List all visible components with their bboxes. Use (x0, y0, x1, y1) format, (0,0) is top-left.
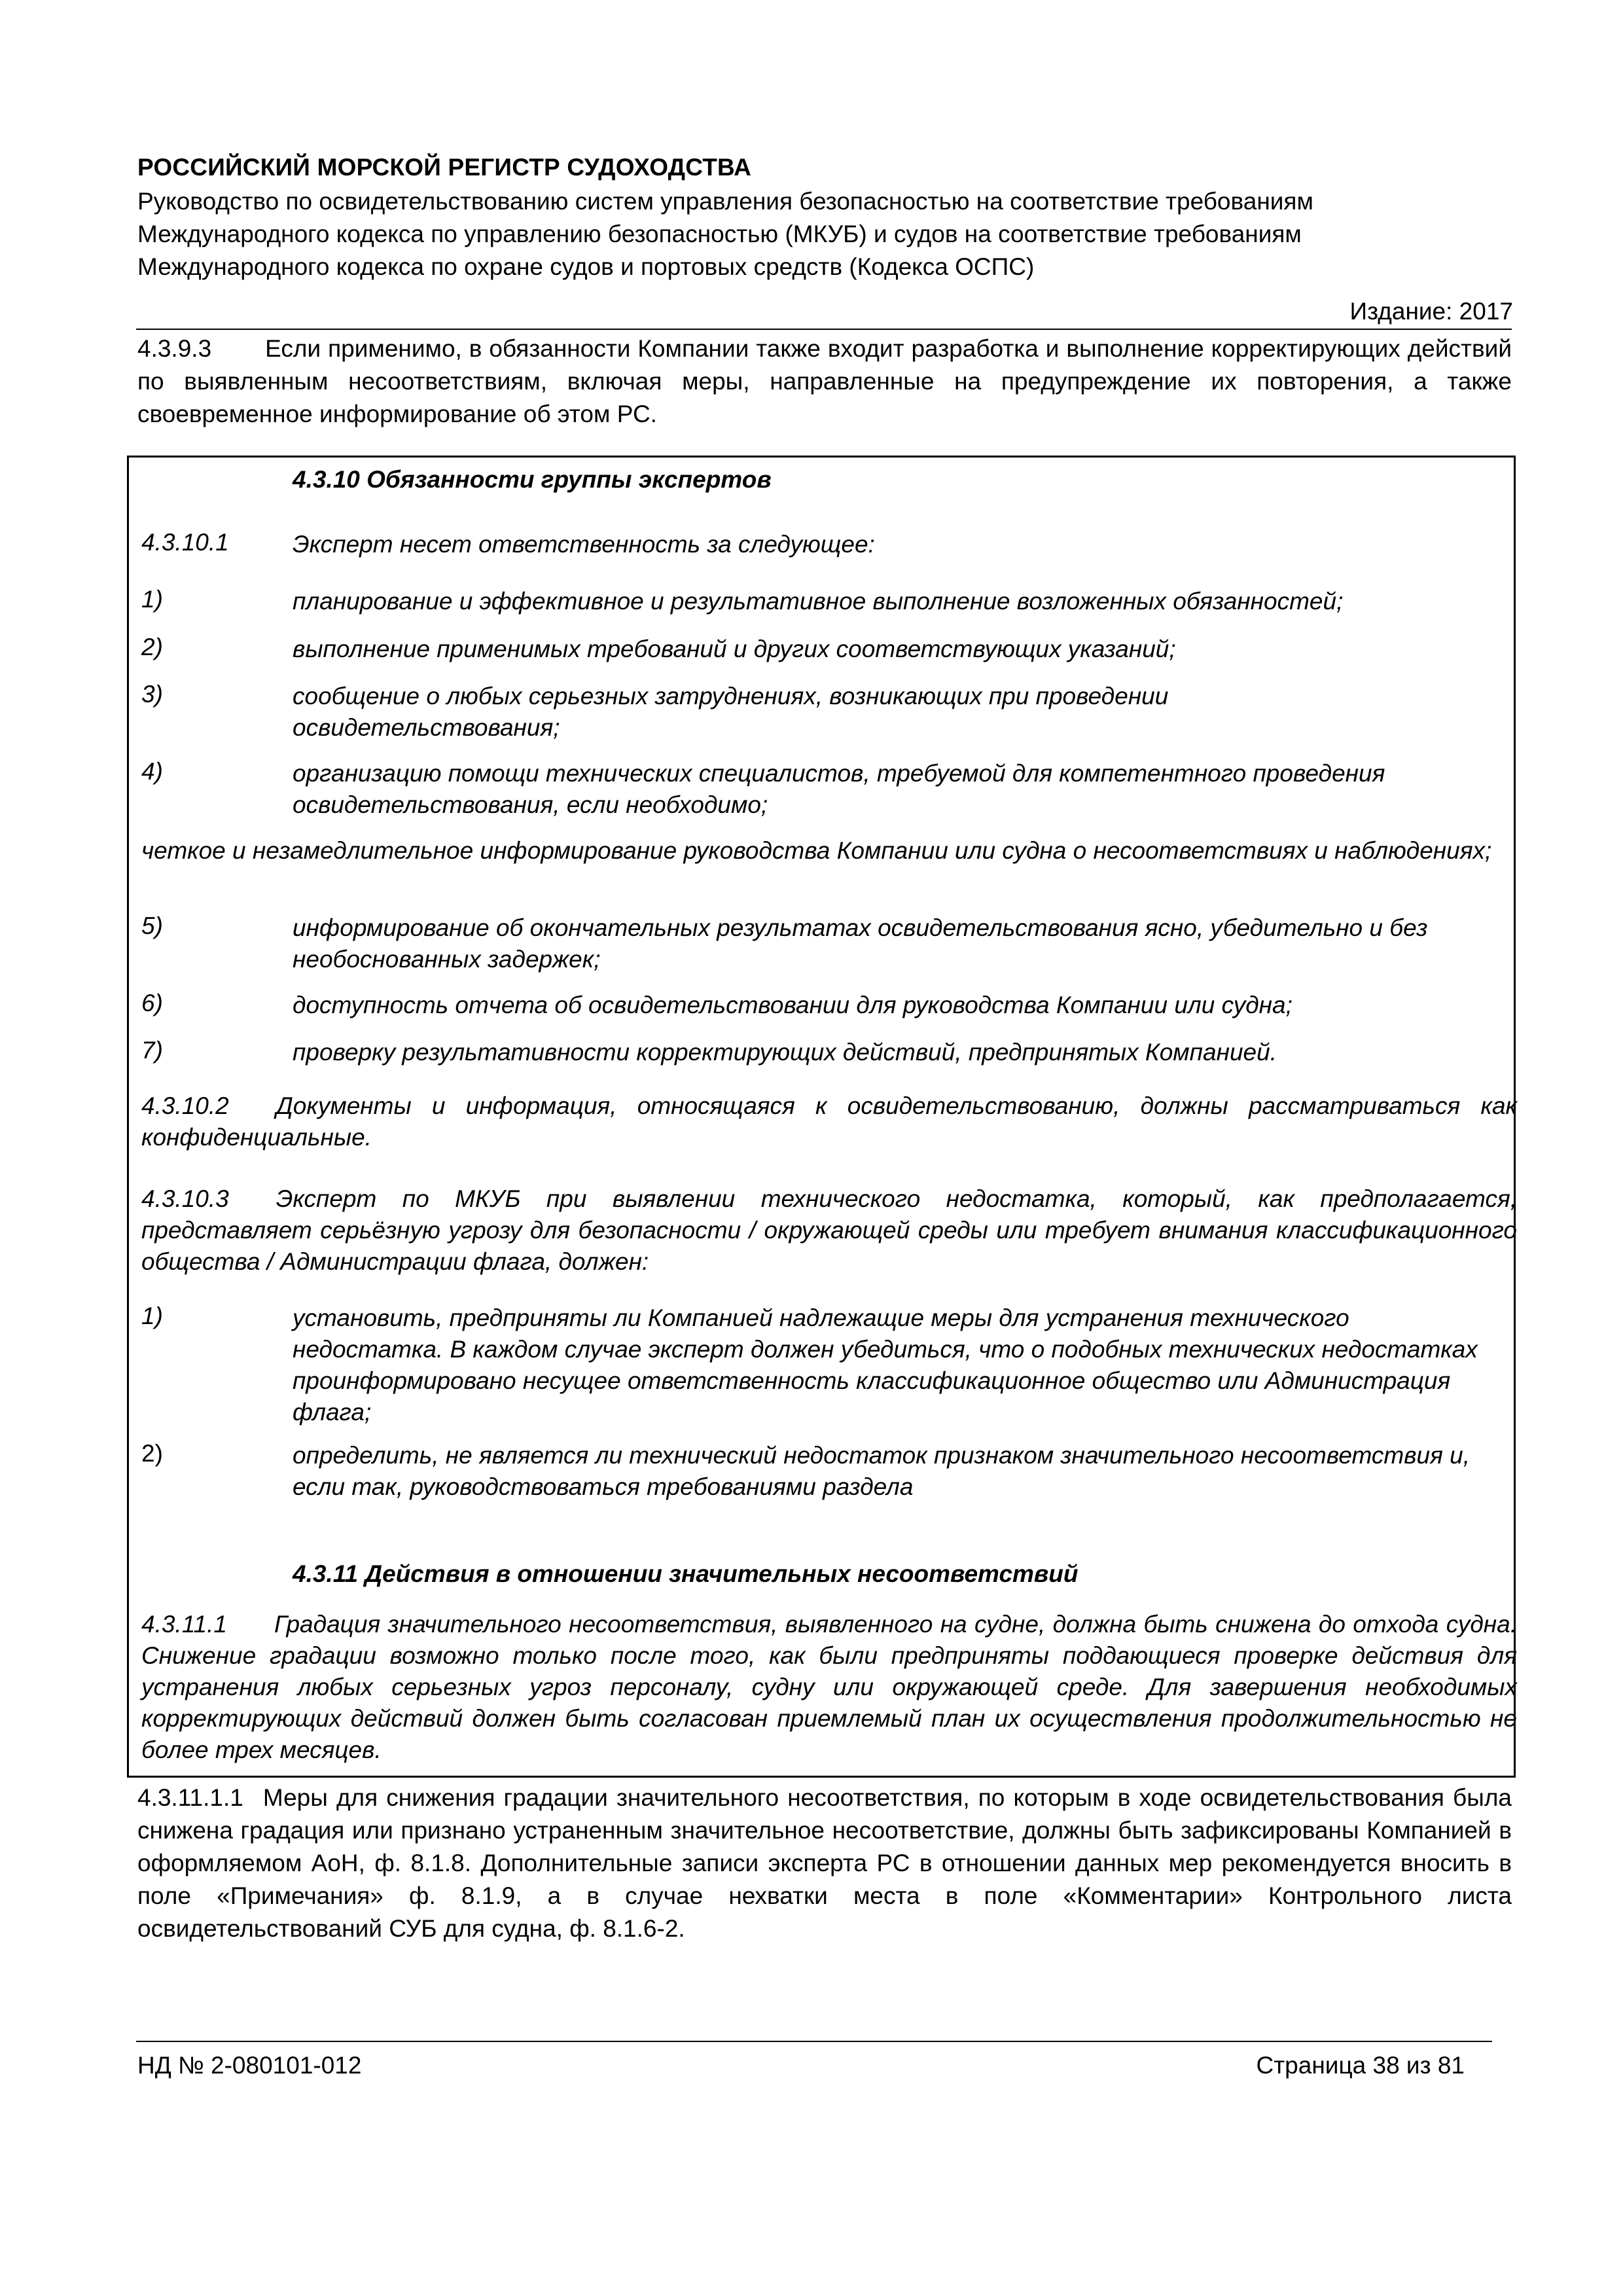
list-item-number: 4) (141, 758, 163, 785)
list-item-number: 5) (141, 912, 163, 939)
document-number: НД № 2-080101-012 (137, 2052, 362, 2079)
paragraph-number: 4.3.11.1 (141, 1611, 227, 1638)
paragraph-4-3-10-2 (141, 1090, 1517, 1153)
paragraph-text: Если применимо, в обязанности Компании также входит разработка и выполнение корректирующих действий по выявленным несоответствиям, включая меры, направленные на предупреждение их повторения, а также своевременное информирование об этом РС. (137, 335, 1512, 427)
list-item-number: 3) (141, 681, 163, 708)
list-item-text: организацию помощи технических специалистов, требуемой для компетентного проведения освидетельствования, если необходимо; (293, 760, 1385, 818)
list-item-text: доступность отчета об освидетельствовании для руководства Компании или судна; (293, 992, 1293, 1018)
list-item-text: установить, предприняты ли Компанией надлежащие меры для устранения технического недостатка. В каждом случае эксперт должен убедиться, что о подобных технических недостатках проинформировано несущее ответственность классификационное общество или Администрация флага; (293, 1304, 1478, 1426)
paragraph-text: Градация значительного несоответствия, выявленного на судне, должна быть снижена до отхода судна. Снижение градации возможно только после того, как были предприняты поддающиеся проверке действия для устранения любых серьезных угроз персоналу, судну или окружающей среде. Для завершения необходимых корректирующих действий должен быть согласован приемлемый план их осуществления продолжительностью не более трех месяцев. (141, 1611, 1517, 1763)
paragraph-4-3-11-1-1 (137, 1782, 1512, 1945)
list-item-number: 7) (141, 1037, 163, 1064)
paragraph-4-3-11-1 (141, 1609, 1517, 1766)
page-number: Страница 38 из 81 (1256, 2052, 1465, 2079)
paragraph-text: Меры для снижения градации значительного несоответствия, по которым в ходе освидетельствования была снижена градация или признано устраненным значительное несоответствие, должны быть зафиксированы Компанией в оформляемом АоН, ф. 8.1.8. Дополнительные записи эксперта РС в отношении данных мер рекомендуется вносить в поле «Примечания» ф. 8.1.9, а в случае нехватки места в поле «Комментарии» Контрольного листа освидетельствований СУБ для судна, ф. 8.1.6-2. (137, 1784, 1512, 1942)
edition-label: Издание: 2017 (1349, 298, 1513, 325)
paragraph-text-4-3-10-1: Эксперт несет ответственность за следующее: (293, 531, 875, 558)
paragraph-number: 4.3.10.2 (141, 1092, 229, 1119)
paragraph-number-4-3-10-1: 4.3.10.1 (141, 529, 229, 556)
paragraph-text: Эксперт по МКУБ при выявлении технического недостатка, который, как предполагается, представляет серьёзную угрозу для безопасности / окружающей среды или требует внимания классификационного общества / Администрации флага, должен: (141, 1185, 1517, 1275)
paragraph-4-3-9-3 (137, 332, 1512, 431)
header-title-line-1: Руководство по освидетельствованию систем управления безопасностью на соответствие требованиям (137, 188, 1313, 215)
section-heading-4-3-11: 4.3.11 Действия в отношении значительных несоответствий (293, 1560, 1079, 1587)
list-item-text: планирование и эффективное и результативное выполнение возложенных обязанностей; (293, 588, 1344, 615)
list-item-number: 2) (141, 634, 163, 660)
footer-divider (136, 2041, 1492, 2042)
header-title-line-2: Международного кодекса по управлению безопасностью (МКУБ) и судов на соответствие требованиям (137, 221, 1302, 247)
list-item-number: 6) (141, 990, 163, 1016)
list-item-number: 2) (141, 1440, 163, 1467)
list-item-number: 1) (141, 586, 163, 613)
list-item-text: проверку результативности корректирующих действий, предпринятых Компанией. (293, 1039, 1277, 1066)
list-continuation-text: четкое и незамедлительное информирование руководства Компании или судна о несоответствиях и наблюдениях; (141, 837, 1492, 864)
paragraph-text: Документы и информация, относящаяся к освидетельствованию, должны рассматриваться как конфиденциальные. (141, 1092, 1517, 1151)
paragraph-4-3-10-3 (141, 1183, 1517, 1278)
list-item-text: информирование об окончательных результатах освидетельствования ясно, убедительно и без необоснованных задержек; (293, 914, 1428, 973)
header-organization: РОССИЙСКИЙ МОРСКОЙ РЕГИСТР СУДОХОДСТВА (137, 154, 752, 181)
paragraph-number: 4.3.10.3 (141, 1185, 229, 1212)
list-item-text: определить, не является ли технический недостаток признаком значительного несоответствия и, если так, руководствоваться требованиями раздела (293, 1442, 1471, 1500)
paragraph-number: 4.3.11.1.1 (137, 1784, 243, 1811)
list-item-text: сообщение о любых серьезных затруднениях, возникающих при проведении освидетельствования; (293, 683, 1169, 741)
header-divider (136, 329, 1512, 330)
section-heading-4-3-10: 4.3.10 Обязанности группы экспертов (293, 466, 772, 493)
header-title-line-3: Международного кодекса по охране судов и портовых средств (Кодекса ОСПС) (137, 253, 1035, 280)
list-item-text: выполнение применимых требований и других соответствующих указаний; (293, 636, 1176, 662)
list-item-number: 1) (141, 1302, 163, 1329)
paragraph-number: 4.3.9.3 (137, 335, 212, 362)
